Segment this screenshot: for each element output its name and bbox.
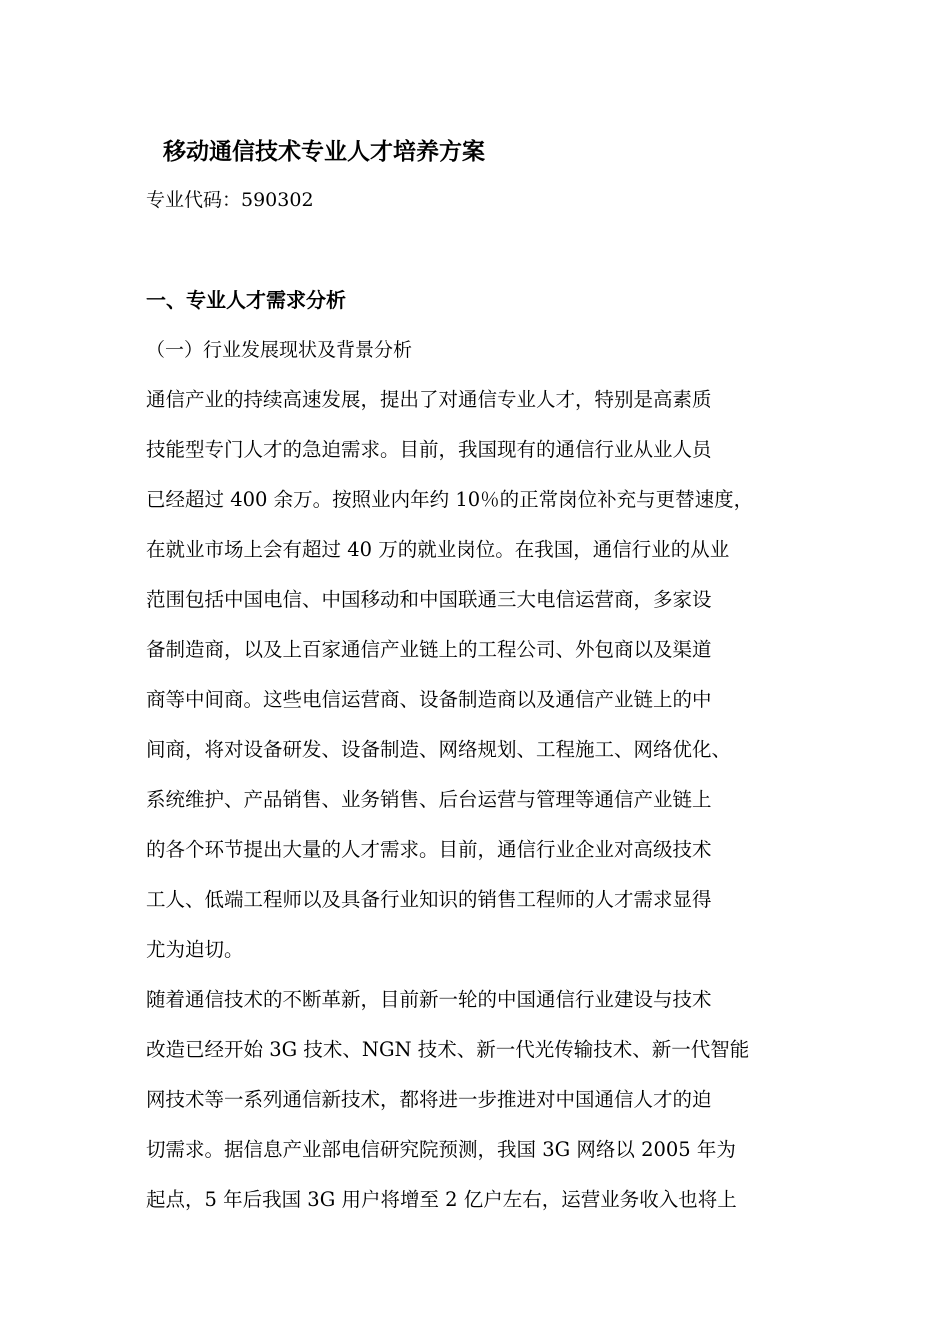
- paragraph-line: 随着通信技术的不断革新，目前新一轮的中国通信行业建设与技术: [146, 988, 712, 1011]
- paragraph-line: 尤为迫切。: [146, 938, 244, 961]
- paragraph-line: 的各个环节提出大量的人才需求。目前，通信行业企业对高级技术: [146, 838, 712, 861]
- subsection-heading: （一）行业发展现状及背景分析: [146, 339, 413, 361]
- paragraph-line: 网技术等一系列通信新技术，都将进一步推进对中国通信人才的迫: [146, 1088, 712, 1111]
- paragraph-line: 起点，5 年后我国 3G 用户将增至 2 亿户左右，运营业务收入也将上: [146, 1188, 737, 1211]
- major-code-line: 专业代码：590302: [146, 189, 314, 211]
- paragraph-line: 工人、低端工程师以及具备行业知识的销售工程师的人才需求显得: [146, 888, 712, 911]
- paragraph-line: 改造已经开始 3G 技术、NGN 技术、新一代光传输技术、新一代智能: [146, 1038, 750, 1061]
- paragraph-line: 范围包括中国电信、中国移动和中国联通三大电信运营商，多家设: [146, 588, 712, 611]
- paragraph-line: 已经超过 400 余万。按照业内年约 10％的正常岗位补充与更替速度，: [146, 488, 754, 511]
- paragraph-line: 间商，将对设备研发、设备制造、网络规划、工程施工、网络优化、: [146, 738, 732, 761]
- paragraph-line: 通信产业的持续高速发展，提出了对通信专业人才，特别是高素质: [146, 388, 712, 411]
- paragraph-line: 技能型专门人才的急迫需求。目前，我国现有的通信行业从业人员: [146, 438, 712, 461]
- paragraph-line: 商等中间商。这些电信运营商、设备制造商以及通信产业链上的中: [146, 688, 712, 711]
- document-title: 移动通信技术专业人才培养方案: [163, 138, 485, 165]
- paragraph-line: 切需求。据信息产业部电信研究院预测，我国 3G 网络以 2005 年为: [146, 1138, 736, 1161]
- paragraph-line: 在就业市场上会有超过 40 万的就业岗位。在我国，通信行业的从业: [146, 538, 730, 561]
- paragraph-line: 备制造商，以及上百家通信产业链上的工程公司、外包商以及渠道: [146, 638, 712, 661]
- section-heading: 一、专业人才需求分析: [146, 288, 346, 312]
- paragraph-line: 系统维护、产品销售、业务销售、后台运营与管理等通信产业链上: [146, 788, 712, 811]
